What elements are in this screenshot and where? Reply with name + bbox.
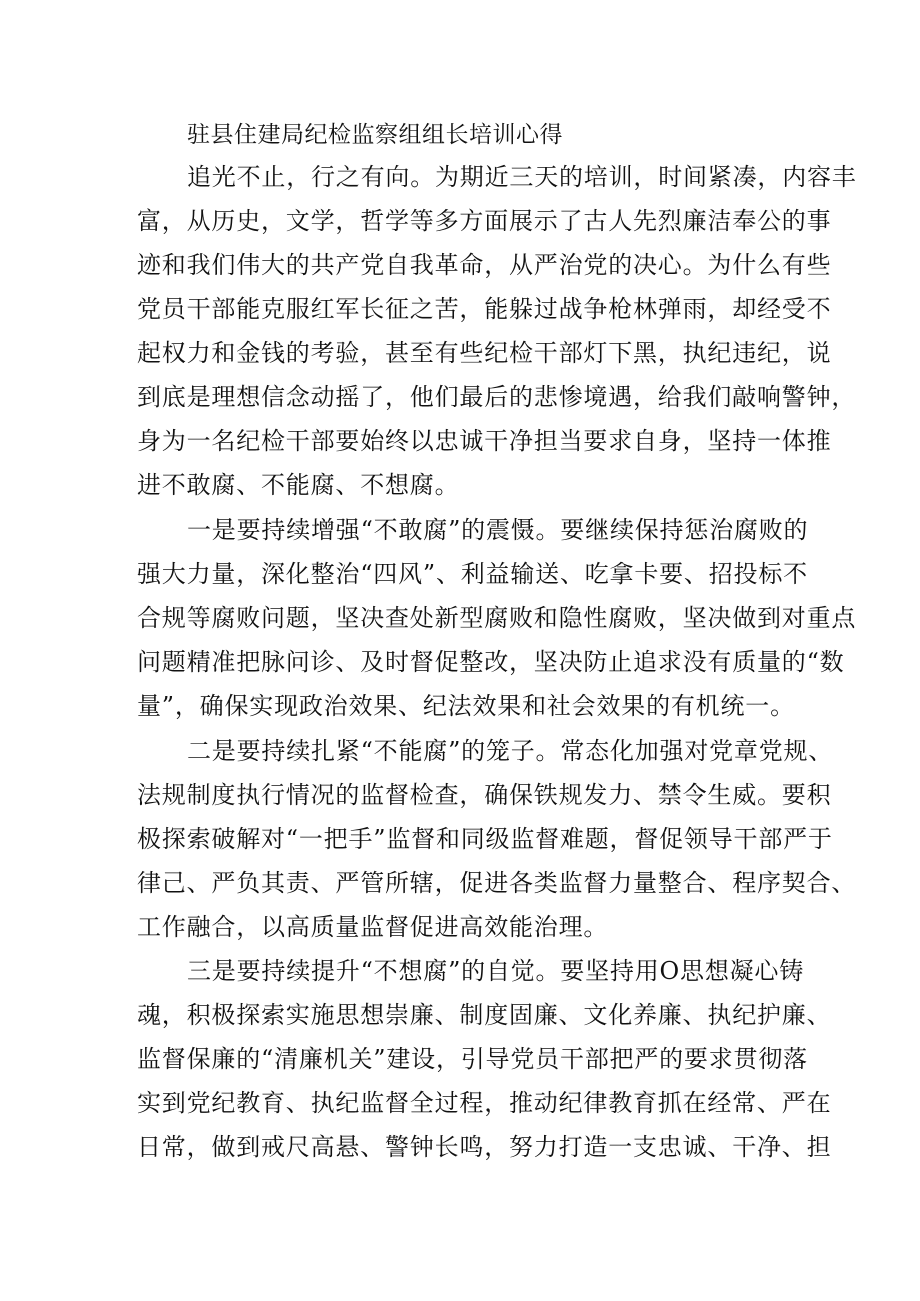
- text-line: 律己、严负其责、严管所辖，促进各类监督力量整合、程序契合、: [137, 869, 857, 897]
- document-title: 驻县住建局纪检监察组组长培训心得: [187, 122, 563, 148]
- text-line: 三是要持续提升“不想腐”的自觉。要坚持用O思想凝心铸: [187, 957, 805, 985]
- text-line: 二是要持续扎紧“不能腐”的笼子。常态化加强对党章党规、: [187, 737, 834, 765]
- text-line: 魂，积极探索实施思想崇廉、制度固廉、文化养廉、执纪护廉、: [137, 1001, 832, 1029]
- text-line: 一是要持续增强“不敢腐”的震慑。要继续保持惩治腐败的: [187, 516, 809, 544]
- text-line: 问题精准把脉问诊、及时督促整改，坚决防止追求没有质量的“数: [137, 648, 845, 676]
- text-line: 合规等腐败问题，坚决查处新型腐败和隐性腐败，坚决做到对重点: [137, 604, 857, 632]
- text-line: 进不敢腐、不能腐、不想腐。: [137, 471, 460, 499]
- text-line: 强大力量，深化整治“四风”、利益输送、吃拿卡要、招投标不: [137, 560, 808, 588]
- text-line: 富，从历史，文学，哲学等多方面展示了古人先烈廉洁奉公的事: [137, 207, 832, 235]
- text-line: 极探索破解对“一把手”监督和同级监督难题，督促领导干部严于: [137, 825, 833, 853]
- text-line: 身为一名纪检干部要始终以忠诚干净担当要求自身，坚持一体推: [137, 427, 832, 455]
- text-line: 党员干部能克服红军长征之苦，能躲过战争枪林弹雨，却经受不: [137, 295, 832, 323]
- text-line: 日常，做到戒尺高悬、警钟长鸣，努力打造一支忠诚、干净、担: [137, 1133, 832, 1161]
- text-line: 起权力和金钱的考验，甚至有些纪检干部灯下黑，执纪违纪，说: [137, 339, 832, 367]
- text-line: 量”，确保实现政治效果、纪法效果和社会效果的有机统一。: [137, 692, 795, 720]
- text-line: 实到党纪教育、执纪监督全过程，推动纪律教育抓在经常、严在: [137, 1089, 832, 1117]
- text-line: 法规制度执行情况的监督检查，确保铁规发力、禁令生威。要积: [137, 781, 832, 809]
- text-line: 迹和我们伟大的共产党自我革命，从严治党的决心。为什么有些: [137, 251, 832, 279]
- text-line: 工作融合，以高质量监督促进高效能治理。: [137, 913, 609, 941]
- text-line: 监督保廉的“清廉机关”建设，引导党员干部把严的要求贯彻落: [137, 1045, 808, 1073]
- text-line: 到底是理想信念动摇了，他们最后的悲惨境遇，给我们敲响警钟，: [137, 383, 857, 411]
- text-line: 追光不止，行之有向。为期近三天的培训，时间紧凑，内容丰: [187, 163, 857, 191]
